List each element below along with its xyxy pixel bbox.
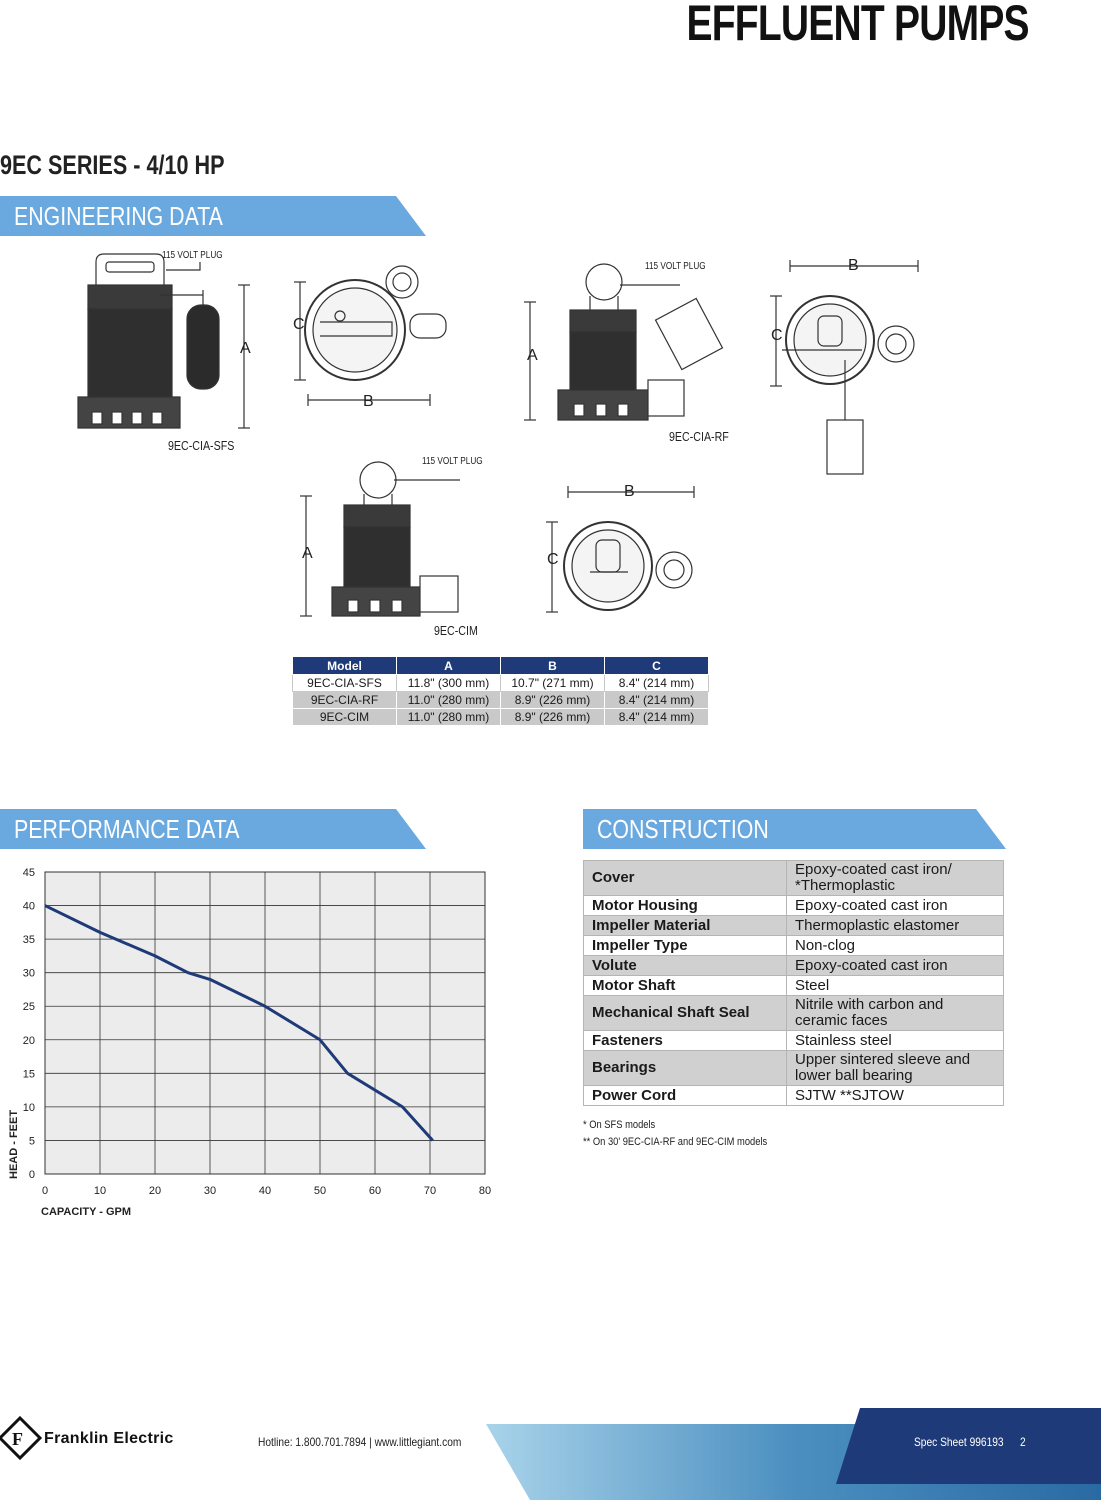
svg-text:F: F [12, 1429, 23, 1449]
dim-a-cim: A [302, 545, 313, 562]
construction-key: Cover [584, 861, 787, 896]
model-label-cim: 9EC-CIM [434, 623, 478, 638]
table-header: B [501, 657, 605, 675]
table-row [584, 1086, 1004, 1106]
table-cell: 8.4" (214 mm) [605, 692, 709, 709]
construction-banner [583, 809, 1006, 849]
table-cell: 8.9" (226 mm) [501, 709, 605, 726]
table-header: A [397, 657, 501, 675]
construction-value: Steel [787, 976, 1004, 996]
construction-key: Mechanical Shaft Seal [584, 996, 787, 1031]
x-tick-label: 20 [148, 1185, 162, 1197]
table-row [584, 1031, 1004, 1051]
table-row [584, 916, 1004, 936]
pump-rf-top-drawing [770, 260, 918, 474]
table-row [293, 709, 709, 726]
construction-value: SJTW **SJTOW [787, 1086, 1004, 1106]
series-title: 9EC SERIES - 4/10 HP [0, 150, 225, 180]
construction-key: Motor Housing [584, 896, 787, 916]
performance-data-heading: PERFORMANCE DATA [14, 814, 240, 844]
construction-key: Fasteners [584, 1031, 787, 1051]
footnote-rf-cim: ** On 30' 9EC-CIA-RF and 9EC-CIM models [583, 1136, 768, 1148]
construction-key: Bearings [584, 1051, 787, 1086]
pump-sfs-side-drawing [78, 254, 250, 428]
x-tick-label: 80 [478, 1185, 492, 1197]
footnote-sfs: * On SFS models [583, 1119, 656, 1131]
table-row [584, 861, 1004, 896]
dim-b-cim: B [624, 483, 635, 500]
x-axis-label: CAPACITY - GPM [41, 1206, 132, 1218]
y-tick-label: 25 [22, 1001, 35, 1014]
dim-b-sfs: B [363, 393, 374, 410]
table-row [293, 675, 709, 692]
y-tick-label: 45 [22, 867, 35, 879]
construction-key: Volute [584, 956, 787, 976]
construction-table [583, 860, 1004, 1106]
footer-page-number: 2 [1020, 1435, 1026, 1449]
x-tick-label: 10 [93, 1185, 107, 1197]
footer-hotline[interactable]: Hotline: 1.800.701.7894 | www.littlegiant.com [258, 1435, 462, 1449]
dim-c-rf: C [771, 327, 783, 344]
construction-key: Impeller Material [584, 916, 787, 936]
performance-chart [0, 855, 520, 1225]
y-tick-label: 20 [22, 1034, 35, 1047]
construction-value: Thermoplastic elastomer [787, 916, 1004, 936]
y-tick-label: 35 [22, 934, 35, 947]
page-title: EFFLUENT PUMPS [686, 0, 1029, 51]
model-label-sfs: 9EC-CIA-SFS [168, 438, 235, 453]
x-tick-label: 70 [423, 1185, 437, 1197]
table-cell: 11.0" (280 mm) [397, 692, 501, 709]
x-tick-label: 0 [41, 1185, 49, 1197]
performance-data-banner [0, 809, 426, 849]
dim-c-sfs: C [293, 316, 305, 333]
construction-value: Epoxy-coated cast iron/ *Thermoplastic [787, 861, 1004, 896]
table-row [584, 956, 1004, 976]
dim-a-sfs: A [240, 340, 251, 357]
dim-a-rf: A [527, 347, 538, 364]
construction-value: Upper sintered sleeve and lower ball bearing [787, 1051, 1004, 1086]
plug-label-cim: 115 VOLT PLUG [422, 456, 483, 467]
y-tick-label: 30 [22, 967, 35, 980]
engineering-data-heading: ENGINEERING DATA [14, 201, 223, 231]
y-tick-label: 0 [28, 1169, 35, 1181]
plug-label-rf: 115 VOLT PLUG [645, 261, 706, 272]
table-header-row [293, 657, 709, 675]
x-tick-label: 50 [313, 1185, 327, 1197]
dim-b-rf: B [848, 257, 859, 274]
construction-key: Power Cord [584, 1086, 787, 1106]
pump-rf-side-drawing [524, 264, 722, 420]
table-row [584, 1051, 1004, 1086]
y-tick-label: 40 [22, 900, 35, 913]
plug-label-sfs: 115 VOLT PLUG [162, 250, 223, 261]
construction-key: Motor Shaft [584, 976, 787, 996]
table-cell: 9EC-CIM [293, 709, 397, 726]
table-row [293, 692, 709, 709]
table-cell: 11.8" (300 mm) [397, 675, 501, 692]
table-cell: 9EC-CIA-SFS [293, 675, 397, 692]
footer-brand: Franklin Electric [44, 1430, 174, 1447]
dim-c-cim: C [547, 551, 559, 568]
model-label-rf: 9EC-CIA-RF [669, 429, 729, 444]
x-tick-label: 40 [258, 1185, 272, 1197]
table-row [584, 976, 1004, 996]
y-tick-label: 10 [22, 1101, 35, 1114]
construction-value: Epoxy-coated cast iron [787, 956, 1004, 976]
table-cell: 8.9" (226 mm) [501, 692, 605, 709]
table-cell: 11.0" (280 mm) [397, 709, 501, 726]
table-cell: 8.4" (214 mm) [605, 675, 709, 692]
table-cell: 8.4" (214 mm) [605, 709, 709, 726]
dimension-table [292, 656, 709, 726]
construction-value: Stainless steel [787, 1031, 1004, 1051]
pump-sfs-top-drawing [294, 266, 446, 406]
construction-value: Epoxy-coated cast iron [787, 896, 1004, 916]
footer-spec-sheet: Spec Sheet 996193 [914, 1435, 1004, 1449]
table-cell: 10.7" (271 mm) [501, 675, 605, 692]
construction-value: Nitrile with carbon and ceramic faces [787, 996, 1004, 1031]
table-header: C [605, 657, 709, 675]
pump-cim-side-drawing [300, 462, 460, 616]
x-tick-label: 30 [203, 1185, 217, 1197]
franklin-logo-icon [0, 1418, 40, 1458]
construction-key: Impeller Type [584, 936, 787, 956]
y-tick-label: 5 [28, 1135, 35, 1148]
construction-value: Non-clog [787, 936, 1004, 956]
table-row [584, 936, 1004, 956]
table-cell: 9EC-CIA-RF [293, 692, 397, 709]
construction-heading: CONSTRUCTION [597, 814, 769, 844]
footer-band [0, 1400, 1101, 1500]
table-row [584, 896, 1004, 916]
y-tick-label: 15 [22, 1068, 35, 1081]
table-header: Model [293, 657, 397, 675]
table-row [584, 996, 1004, 1031]
y-axis-label: HEAD - FEET [8, 1109, 20, 1179]
x-tick-label: 60 [368, 1185, 382, 1197]
pump-cim-top-drawing [546, 486, 694, 612]
